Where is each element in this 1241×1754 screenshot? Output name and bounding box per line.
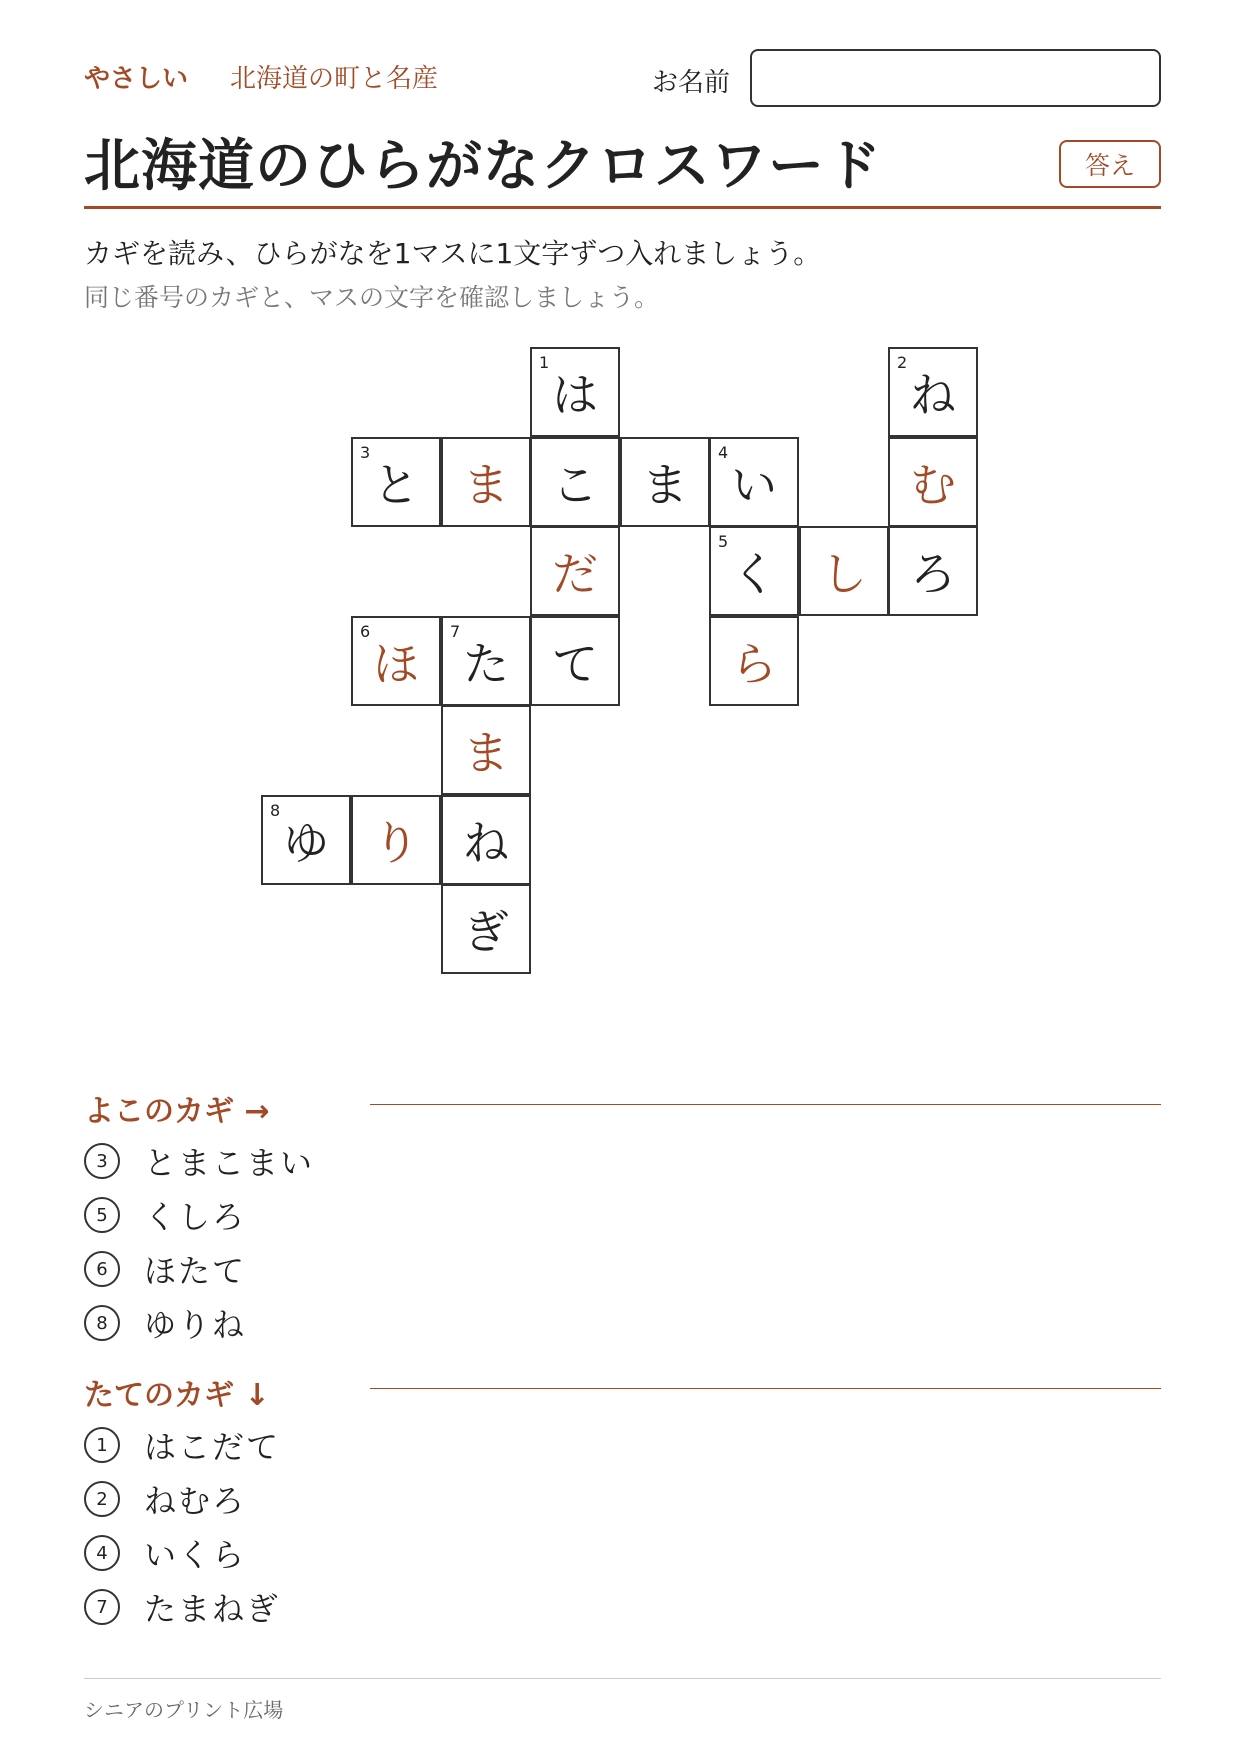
clue-number: 7 (84, 1589, 120, 1625)
cell-number: 2 (897, 353, 908, 372)
cell-number: 3 (360, 443, 371, 462)
cell-char: ら (731, 637, 777, 691)
grid-cell[interactable] (709, 616, 799, 706)
grid-cell[interactable] (709, 526, 799, 616)
cell-char: い (731, 458, 777, 512)
list-item (84, 1422, 280, 1468)
grid-cell[interactable] (441, 616, 531, 706)
list-item (84, 1138, 314, 1184)
cell-char: ほ (373, 637, 419, 691)
cell-char: ま (463, 458, 509, 512)
cell-char: ね (910, 368, 956, 422)
cell-char: と (373, 458, 419, 512)
name-label: お名前 (652, 68, 731, 98)
clue-text: ねむろ (144, 1482, 247, 1520)
cell-char: だ (552, 547, 598, 601)
cell-char: は (552, 368, 598, 422)
grid-cell[interactable] (709, 437, 799, 527)
cell-char: て (552, 637, 598, 691)
cell-char: し (821, 547, 867, 601)
grid-cell[interactable] (620, 437, 710, 527)
grid-cell[interactable] (799, 526, 889, 616)
list-item (84, 1192, 246, 1238)
clue-text: ゆりね (144, 1306, 247, 1344)
across-clues-heading: よこのカギ → (84, 1094, 270, 1129)
name-field[interactable] (750, 49, 1161, 107)
cell-char: ろ (910, 547, 956, 601)
list-item (84, 1246, 246, 1292)
grid-cell[interactable] (530, 616, 620, 706)
clue-text: いくら (144, 1536, 247, 1574)
cell-number: 8 (270, 801, 281, 820)
cell-char: ね (463, 816, 509, 870)
cell-number: 4 (718, 443, 729, 462)
cell-char: ゆ (283, 816, 329, 870)
cell-char: ぎ (463, 905, 509, 959)
answer-button[interactable]: 答え (1059, 140, 1161, 188)
clue-number: 3 (84, 1143, 120, 1179)
clue-number: 1 (84, 1427, 120, 1463)
page-title: 北海道のひらがなクロスワード (84, 134, 882, 199)
clue-number: 6 (84, 1251, 120, 1287)
grid-cell[interactable] (888, 437, 978, 527)
cell-char: く (731, 547, 777, 601)
list-item (84, 1584, 280, 1630)
footer-divider (84, 1678, 1161, 1679)
grid-cell[interactable] (441, 884, 531, 974)
grid-cell[interactable] (530, 526, 620, 616)
list-item (84, 1300, 246, 1346)
cell-number: 7 (450, 622, 461, 641)
clue-text: はこだて (144, 1428, 281, 1466)
grid-cell[interactable] (441, 795, 531, 885)
cell-char: り (373, 816, 419, 870)
across-divider (370, 1104, 1161, 1105)
cell-char: た (463, 637, 509, 691)
grid-cell[interactable] (351, 616, 441, 706)
clue-number: 8 (84, 1305, 120, 1341)
list-item (84, 1476, 246, 1522)
grid-cell[interactable] (351, 437, 441, 527)
clue-number: 2 (84, 1481, 120, 1517)
clue-text: ほたて (144, 1252, 247, 1290)
cell-number: 5 (718, 532, 729, 551)
grid-cell[interactable] (888, 526, 978, 616)
down-divider (370, 1388, 1161, 1389)
grid-cell[interactable] (530, 347, 620, 437)
down-clues-heading: たてのカギ ↓ (84, 1378, 270, 1413)
clue-text: くしろ (144, 1198, 247, 1236)
grid-cell[interactable] (441, 437, 531, 527)
instruction-main: カギを読み、ひらがなを1マスに1文字ずつ入れましょう。 (84, 237, 822, 270)
instruction-note: 同じ番号のカギと、マスの文字を確認しましょう。 (84, 283, 660, 312)
clue-text: たまねぎ (144, 1590, 281, 1628)
grid-cell[interactable] (888, 347, 978, 437)
worksheet-subtitle: 北海道の町と名産 (230, 64, 439, 94)
footer-credit: シニアのプリント広場 (84, 1698, 284, 1722)
title-divider (84, 206, 1161, 209)
grid-cell[interactable] (441, 705, 531, 795)
cell-char: ま (463, 726, 509, 780)
difficulty-level: やさしい (84, 64, 189, 94)
cell-char: ま (642, 458, 688, 512)
grid-cell[interactable] (351, 795, 441, 885)
clue-number: 5 (84, 1197, 120, 1233)
grid-cell[interactable] (261, 795, 351, 885)
cell-char: む (910, 458, 956, 512)
cell-number: 1 (539, 353, 550, 372)
grid-cell[interactable] (530, 437, 620, 527)
cell-number: 6 (360, 622, 371, 641)
clue-number: 4 (84, 1535, 120, 1571)
list-item (84, 1530, 246, 1576)
clue-text: とまこまい (144, 1144, 315, 1182)
cell-char: こ (552, 458, 598, 512)
